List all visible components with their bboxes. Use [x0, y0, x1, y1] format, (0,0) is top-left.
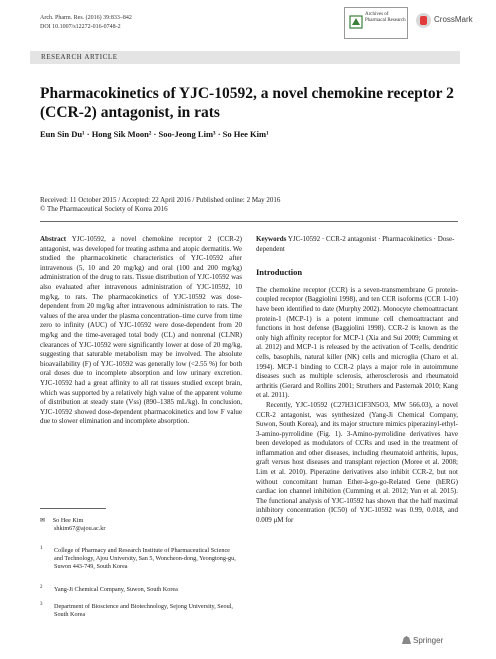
publisher-logo [402, 636, 443, 645]
footnote-divider [40, 508, 106, 509]
article-type-label: RESEARCH ARTICLE [41, 53, 118, 61]
keywords-heading: Keywords [256, 235, 287, 243]
envelope-icon: ✉ [40, 517, 46, 524]
affiliation-number: 3 [40, 602, 43, 607]
intro-paragraph-1: The chemokine receptor (CCR) is a seven-transmembrane G protein-coupled receptor (Baggiolini 1998), and ten CCR isoforms (CCR 1-10) have been identified to date (Murphy 2002). Monocyte chemoattractant protein-1 (MCP-1) is a potent immune cell chemoattractant and functions in host defense (Baggiolini 1998). CCR-2 is known as the only high affinity receptor for MCP-1 (Xia and Sui 2009; Cumming et al. 2012) and MCP-1 is released by the activation of T-cells, dendritic cells, basophils, natural killer (NK) cells and microglia (Charo et al. 1994). MCP-1 binding to CCR-2 plays a major role in autoimmune diseases such as multiple sclerosis, atherosclerosis and rheumatoid arthritis (Gerard and Rollins 2001; Struthers and Pasternak 2010; Kang et al. 2011). [256, 285, 458, 400]
abstract-paragraph [40, 235, 242, 427]
affiliation-number: 1 [40, 546, 43, 551]
contact-name: So Hee Kim [52, 517, 84, 524]
doi: DOI 10.1007/s12272-016-0748-2 [40, 24, 121, 30]
introduction-heading: Introduction [256, 267, 303, 278]
publisher-name: Springer [413, 636, 444, 645]
affiliation-2 [40, 586, 240, 594]
journal-citation: Arch. Pharm. Res. (2016) 39:833–842 [40, 15, 132, 21]
abstract-text: YJC-10592, a novel chemokine receptor 2 (CCR-2) antagonist, was developed for treating asthma and atopic dermatitis. We studied the pharmacokinetic characteristics of YJC-10592 after intravenous (5, 10 and 20 mg/kg) and oral (100 and 200 mg/kg) administration of the drug to rats. Tissue distribution of YJC-10592 was also evaluated after intravenous administration of YJC-10592, 10 mg/kg, to rats. The pharmacokinetics of YJC-10592 was dose-dependent from 20 mg/kg after intravenous administration to rats. The values of the area under the plasma concentration–time curve from time zero to infinity (AUC) of YJC-10592 were dose-dependent from 20 mg/kg and the time-averaged total body (CL) and nonrenal (CLNR) clearances of YJC-10592 were significantly lower at dose of 20 mg/kg, suggesting that saturable metabolism may be involved. The absolute bioavailability (F) of YJC-10592 was generally low (<2.55 %) for both oral doses due to incomplete absorption and low urinary excretion. YJC-10592 had a great affinity to all rat tissues studied except brain, which was supported by a relatively high value of the apparent volume of distribution at steady state (Vss) (890–1385 mL/kg). In conclusion, YJC-10592 showed dose-dependent pharmacokinetics and low F value due to slower elimination and incomplete absorption. [40, 235, 243, 426]
affiliation-text: Department of Bioscience and Biotechnology, Sejong University, Seoul, South Korea [54, 603, 233, 618]
author-list: Eun Sin Du¹ · Hong Sik Moon² · Soo-Jeong Lim³ · So Hee Kim¹ [40, 129, 269, 139]
springer-horse-icon [402, 636, 411, 644]
contact-email[interactable]: shkim67@ajou.ac.kr [54, 525, 106, 532]
right-column [256, 235, 458, 526]
abstract-heading: Abstract [40, 235, 67, 243]
header-divider [40, 221, 458, 222]
affiliation-text: College of Pharmacy and Research Institute of Pharmaceutical Science and Technology, Ajou University, San 5, Woncheon-dong, Yeongtong-gu, Suwon 443-749, South Korea [54, 547, 236, 570]
crossmark-icon [416, 13, 431, 28]
keywords-text: YJC-10592 · CCR-2 antagonist · Pharmacokinetics · Dose-dependent [256, 235, 455, 253]
affiliation-1 [40, 547, 240, 571]
crossmark-badge[interactable] [416, 12, 478, 32]
crossmark-label: CrossMark [434, 15, 473, 24]
article-title [40, 84, 460, 122]
intro-paragraph-2: Recently, YJC-10592 (C27H31ClF3N5O3, MW 566.03), a novel CCR-2 antagonist, was synthesized (Yang-Ji Chemical Company, Suwon, South Korea), and its major structure mimics piperazinyl-ethyl-3-amino-pyrrolidine (Fig. 1). 3-Amino-pyrrolidine derivatives have been developed as modulators of CCRs and used in the treatment of inflammation and other diseases, including rheumatoid arthritis, lupus, graft versus host diseases and transplant rejection (Moree et al. 2008; Lim et al. 2010). Piperazine derivatives also inhibit CCR-2, but not without concomitant human Ether-à-go-go-Related Gene (hERG) cardiac ion channel inhibition (Cumming et al. 2012; Yun et al. 2015). The functional analysis of YJC-10592 has shown that the half maximal inhibitory concentration (IC50) of YJC-10592 was 0.99, 0.018, and 0.009 μM for [256, 400, 458, 525]
abstract-section [40, 235, 242, 427]
title-line-2: (CCR-2) antagonist, in rats [40, 104, 220, 121]
journal-logo-text: Archives of Pharmacal Research [365, 12, 406, 23]
title-line-1: Pharmacokinetics of YJC-10592, a novel chemokine receptor 2 [40, 85, 454, 102]
article-dates [40, 196, 280, 214]
keywords-paragraph [256, 235, 458, 254]
affiliation-text: Yang-Ji Chemical Company, Suwon, South Korea [54, 586, 178, 593]
corresponding-author [40, 517, 240, 533]
copyright-line: © The Pharmaceutical Society of Korea 2016 [40, 205, 168, 213]
dates-line: Received: 11 October 2015 / Accepted: 22 April 2016 / Published online: 2 May 2016 [40, 196, 281, 204]
article-type-band [30, 51, 460, 64]
affiliation-number: 2 [40, 585, 43, 590]
affiliation-3 [40, 603, 240, 619]
journal-logo-icon [349, 14, 363, 30]
journal-logo [344, 7, 408, 39]
